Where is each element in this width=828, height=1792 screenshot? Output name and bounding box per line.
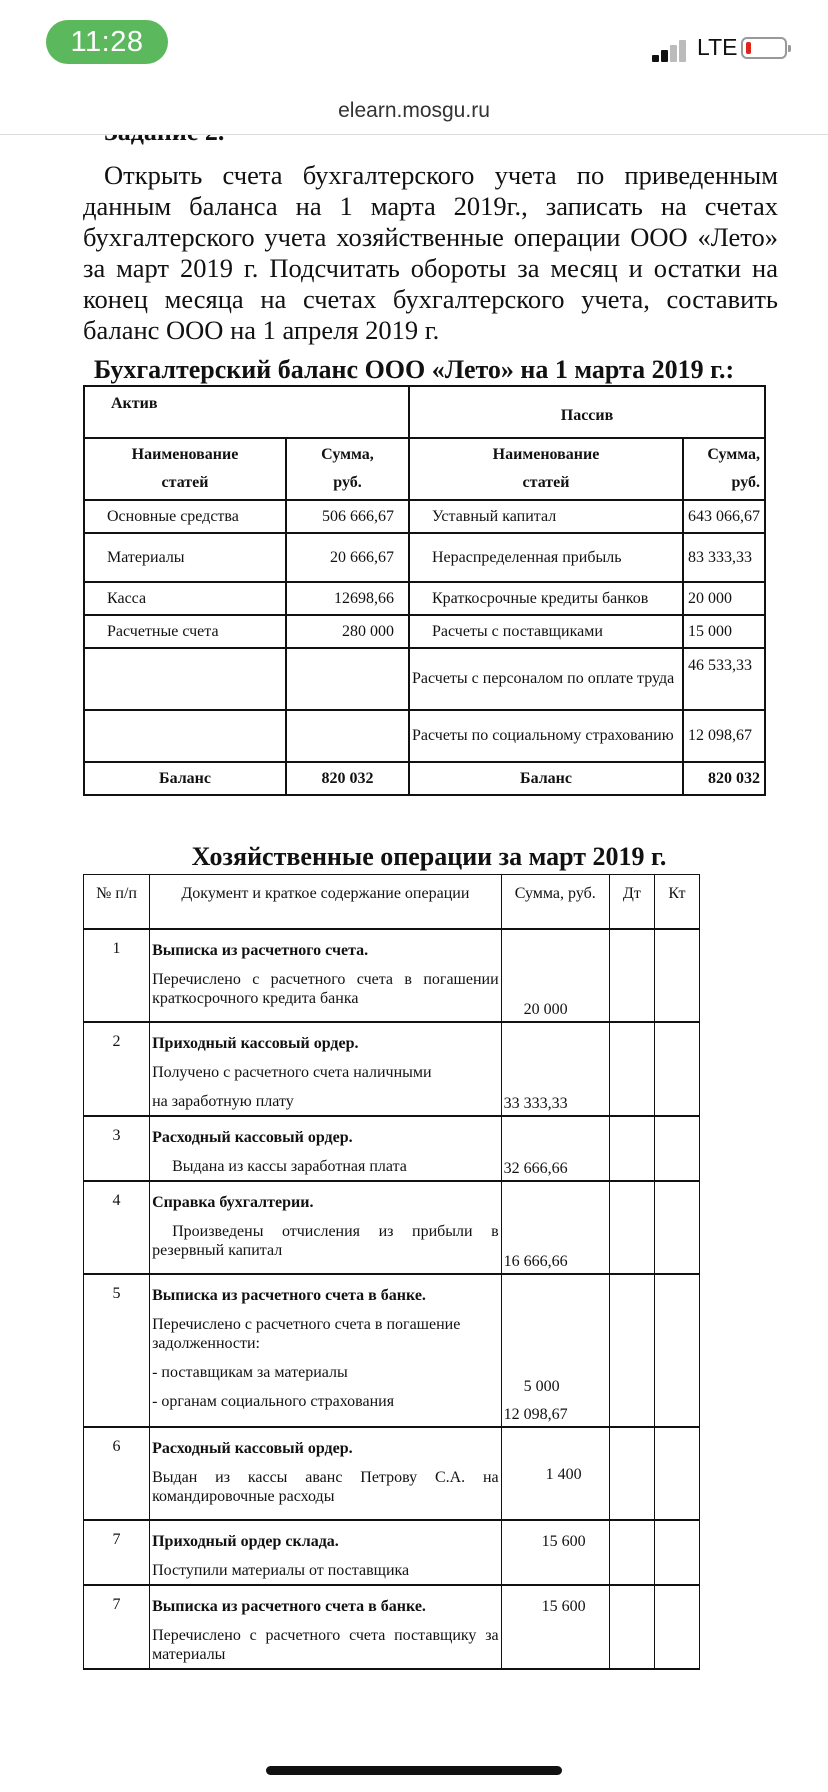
active-total-sum: 820 032 (286, 762, 409, 795)
operation-description (150, 1116, 502, 1181)
passive-item-name: Расчеты с персоналом по оплате труда (409, 648, 683, 710)
balance-table (83, 385, 766, 796)
operation-number: 1 (84, 929, 150, 1022)
passive-item-name: Нераспределенная прибыль (409, 533, 683, 582)
url-text[interactable]: elearn.mosgu.ru (338, 99, 490, 122)
operation-document: Выписка из расчетного счета в банке. (152, 1597, 426, 1615)
operation-description (150, 1585, 502, 1669)
operation-number: 4 (84, 1181, 150, 1274)
passive-item-sum: 83 333,33 (683, 533, 765, 582)
active-item-sum: 506 666,67 (286, 500, 409, 533)
operation-text: Перечислено с расчетного счета в погашении краткосрочного кредита банка (152, 970, 499, 1007)
operation-sum: 1 400 (545, 1465, 582, 1483)
operation-row (84, 1427, 700, 1520)
operation-description (150, 929, 502, 1022)
active-item-name: Касса (84, 582, 286, 615)
operation-sum-cell (501, 1116, 609, 1181)
passive-sum-header: Сумма, руб. (683, 438, 765, 500)
operation-sum: 15 600 (541, 1532, 586, 1550)
passive-item-name: Расчеты по социальному страхованию (409, 710, 683, 762)
cellular-signal-icon (652, 38, 690, 62)
operation-text: Перечислено с расчетного счета поставщику за материалы (152, 1626, 499, 1663)
active-item-sum: 12698,66 (286, 582, 409, 615)
status-bar (0, 0, 828, 90)
col-sum-header: Сумма, руб. (501, 875, 609, 929)
network-type: LTE (697, 34, 738, 60)
balance-row (84, 582, 765, 615)
operation-row (84, 1520, 700, 1585)
operation-line: - поставщикам за материалы (152, 1363, 348, 1381)
task-text: Открыть счета бухгалтерского учета по приведенным данным баланса на 1 марта 2019г., записать на счетах бухгалтерского учета хозяйственные операции ООО «Лето» за март 2019 г. Подсчитать обороты за месяц и остатки на конец месяца на счетах бухгалтерского учета, составить баланс ООО на 1 апреля 2019 г. (83, 160, 778, 345)
operation-text: Перечислено с расчетного счета в погашение задолженности: (152, 1315, 461, 1352)
operation-sum-cell (501, 1022, 609, 1116)
col-document-header: Документ и краткое содержание операции (150, 875, 502, 929)
operation-sum-cell (501, 1274, 609, 1427)
col-credit-header: Кт (654, 875, 699, 929)
operation-sum: 33 333,33 (503, 1094, 568, 1112)
operations-title: Хозяйственные операции за март 2019 г. (191, 842, 667, 871)
operation-text: Выдана из кассы заработная плата (172, 1157, 407, 1175)
passive-name-header: Наименование статей (409, 438, 683, 500)
col-debit-header: Дт (609, 875, 654, 929)
active-item-sum: 20 666,67 (286, 533, 409, 582)
active-item-name: Основные средства (84, 500, 286, 533)
active-header: Актив (84, 386, 409, 438)
operation-document: Выписка из расчетного счета в банке. (152, 1286, 426, 1304)
active-total-label: Баланс (84, 762, 286, 795)
operation-sum: 5 000 (523, 1377, 560, 1395)
operation-row (84, 1585, 700, 1669)
operation-sum-cell (501, 1520, 609, 1585)
operation-text: на заработную плату (152, 1092, 294, 1110)
operation-description (150, 1274, 502, 1427)
task-description (83, 160, 778, 346)
balance-row (84, 615, 765, 648)
operation-text: Выдан из кассы аванс Петрову С.А. на командировочные расходы (152, 1468, 499, 1505)
operation-row (84, 1022, 700, 1116)
balance-row (84, 648, 765, 710)
operation-number: 7 (84, 1520, 150, 1585)
passive-item-sum: 12 098,67 (683, 710, 765, 762)
operation-number: 6 (84, 1427, 150, 1520)
active-name-header: Наименование статей (84, 438, 286, 500)
battery-icon (741, 37, 787, 59)
active-item-sum: 280 000 (286, 615, 409, 648)
col-number-header: № п/п (84, 875, 150, 929)
operation-document: Расходный кассовый ордер. (152, 1439, 353, 1457)
balance-total-row (84, 762, 765, 795)
operation-sum: 16 666,66 (503, 1252, 568, 1270)
operation-text: Поступили материалы от поставщика (152, 1561, 410, 1579)
passive-header: Пассив (409, 386, 765, 438)
passive-total-sum: 820 032 (683, 762, 765, 795)
operation-sum-cell (501, 1181, 609, 1274)
operation-description (150, 1181, 502, 1274)
balance-title: Бухгалтерский баланс ООО «Лето» на 1 марта 2019 г.: (93, 355, 735, 384)
operation-document: Выписка из расчетного счета. (152, 941, 369, 959)
balance-row (84, 710, 765, 762)
operations-header-row (84, 875, 700, 929)
operation-row (84, 1274, 700, 1427)
passive-item-sum: 643 066,67 (683, 500, 765, 533)
operation-description (150, 1427, 502, 1520)
browser-address-bar[interactable] (0, 90, 828, 135)
operation-number: 3 (84, 1116, 150, 1181)
operation-row (84, 1116, 700, 1181)
operation-row (84, 1181, 700, 1274)
operation-text: Произведены отчисления из прибыли в резервный капитал (152, 1222, 499, 1259)
operation-document: Справка бухгалтерии. (152, 1193, 314, 1211)
operation-sum-cell (501, 1585, 609, 1669)
status-time[interactable]: 11:28 (46, 20, 168, 64)
passive-item-name: Уставный капитал (409, 500, 683, 533)
operation-description (150, 1022, 502, 1116)
balance-row (84, 533, 765, 582)
operation-sum: 20 000 (523, 1000, 568, 1018)
active-item-name: Материалы (84, 533, 286, 582)
passive-item-sum: 20 000 (683, 582, 765, 615)
operation-number: 7 (84, 1585, 150, 1669)
operation-row (84, 929, 700, 1022)
operation-sum-cell (501, 929, 609, 1022)
passive-item-name: Краткосрочные кредиты банков (409, 582, 683, 615)
operation-description (150, 1520, 502, 1585)
operation-text: Получено с расчетного счета наличными (152, 1063, 432, 1081)
home-indicator[interactable] (266, 1766, 562, 1775)
balance-row (84, 500, 765, 533)
active-sum-header: Сумма, руб. (286, 438, 409, 500)
operation-number: 5 (84, 1274, 150, 1427)
operation-document: Приходный кассовый ордер. (152, 1034, 359, 1052)
operation-document: Расходный кассовый ордер. (152, 1128, 353, 1146)
operation-document: Приходный ордер склада. (152, 1532, 339, 1550)
passive-item-name: Расчеты с поставщиками (409, 615, 683, 648)
active-item-name: Расчетные счета (84, 615, 286, 648)
operation-line: - органам социального страхования (152, 1392, 395, 1410)
operation-number: 2 (84, 1022, 150, 1116)
passive-total-label: Баланс (409, 762, 683, 795)
operation-sum: 32 666,66 (503, 1159, 568, 1177)
operations-table (83, 874, 700, 1670)
operation-sum-cell (501, 1427, 609, 1520)
operation-sum: 15 600 (541, 1597, 586, 1615)
passive-item-sum: 15 000 (683, 615, 765, 648)
operation-sum: 12 098,67 (503, 1405, 568, 1423)
passive-item-sum: 46 533,33 (683, 648, 765, 710)
